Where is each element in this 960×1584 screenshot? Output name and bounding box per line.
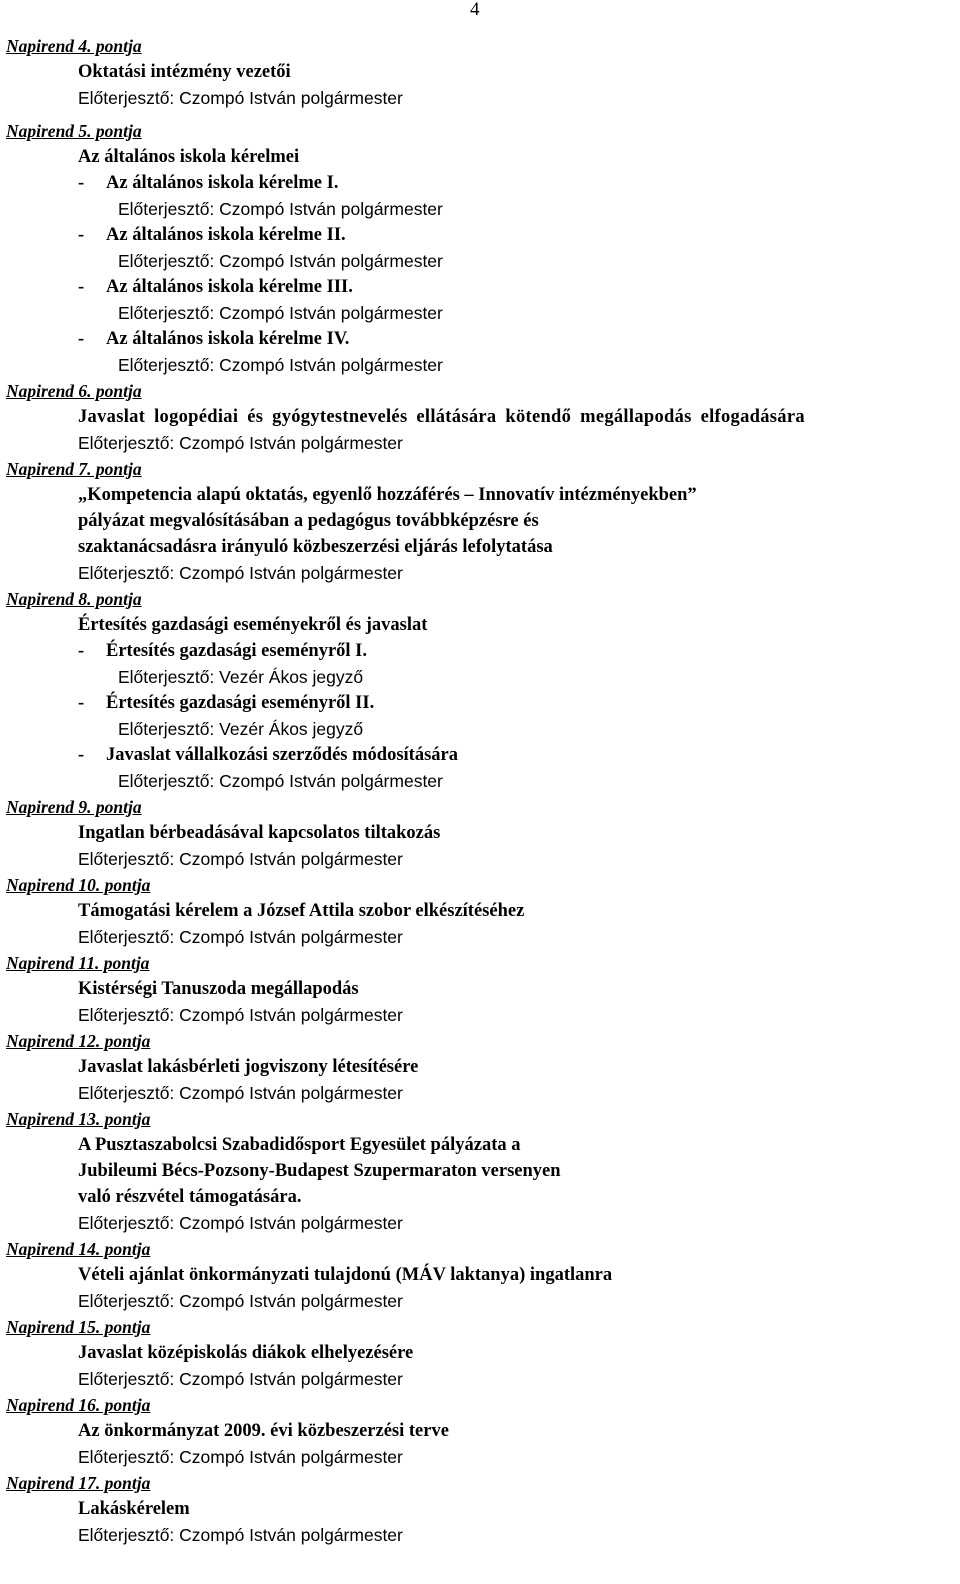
agenda-item (0, 33, 960, 111)
agenda-subitem (78, 170, 960, 222)
agenda-item (0, 1314, 960, 1392)
agenda-presenter: Előterjesztő: Czompó István polgármester (78, 1083, 403, 1103)
agenda-heading: Napirend 16. pontja (6, 1395, 151, 1415)
agenda-presenter: Előterjesztő: Czompó István polgármester (78, 927, 403, 947)
agenda-title: Vételi ajánlat önkormányzati tulajdonú (MÁV laktanya) ingatlanra (78, 1265, 613, 1285)
subitem-title: Az általános iskola kérelme I. (106, 173, 339, 193)
agenda-presenter: Előterjesztő: Czompó István polgármester (78, 1369, 403, 1389)
subitem-presenter: Előterjesztő: Vezér Ákos jegyző (118, 719, 364, 739)
agenda-subitem (78, 742, 960, 794)
agenda-presenter: Előterjesztő: Czompó István polgármester (78, 88, 403, 108)
agenda-title: Támogatási kérelem a József Attila szobor elkészítéséhez (78, 901, 525, 921)
agenda-heading: Napirend 12. pontja (6, 1031, 151, 1051)
agenda-heading: Napirend 11. pontja (6, 953, 150, 973)
page-number: 4 (470, 0, 480, 20)
subitem-presenter: Előterjesztő: Czompó István polgármester (118, 355, 443, 375)
subitem-presenter: Előterjesztő: Czompó István polgármester (118, 303, 443, 323)
subitem-presenter: Előterjesztő: Czompó István polgármester (118, 771, 443, 791)
agenda-heading: Napirend 15. pontja (6, 1317, 151, 1337)
subitem-title: Az általános iskola kérelme III. (106, 277, 353, 297)
subitem-title: Javaslat vállalkozási szerződés módosítására (106, 745, 458, 765)
subitem-presenter: Előterjesztő: Czompó István polgármester (118, 251, 443, 271)
list-dash: - (78, 745, 85, 765)
agenda-heading: Napirend 5. pontja (6, 121, 142, 141)
agenda-presenter: Előterjesztő: Czompó István polgármester (78, 1291, 403, 1311)
subitem-presenter: Előterjesztő: Vezér Ákos jegyző (118, 667, 364, 687)
agenda-subitem (78, 274, 960, 326)
agenda-presenter: Előterjesztő: Czompó István polgármester (78, 1213, 403, 1233)
agenda-presenter: Előterjesztő: Czompó István polgármester (78, 1447, 403, 1467)
list-dash: - (78, 225, 85, 245)
agenda-heading: Napirend 17. pontja (6, 1473, 151, 1493)
list-dash: - (78, 329, 85, 349)
agenda-heading: Napirend 14. pontja (6, 1239, 151, 1259)
agenda-heading: Napirend 9. pontja (6, 797, 142, 817)
agenda-title-line: A Pusztaszabolcsi Szabadidősport Egyesület pályázata a (78, 1135, 521, 1155)
agenda-item (0, 586, 960, 794)
agenda-title: Javaslat logopédiai és gyógytestnevelés ellátására kötendő megállapodás elfogadására (78, 407, 805, 427)
agenda-title: Javaslat középiskolás diákok elhelyezésére (78, 1343, 414, 1363)
agenda-title-line: Jubileumi Bécs-Pozsony-Budapest Szupermaraton versenyen (78, 1161, 561, 1181)
agenda-subitem (78, 690, 960, 742)
agenda-item (0, 1028, 960, 1106)
subitem-presenter: Előterjesztő: Czompó István polgármester (118, 199, 443, 219)
agenda-title-line: pályázat megvalósításában a pedagógus továbbképzésre és (78, 511, 539, 531)
agenda-title: Az általános iskola kérelmei (78, 147, 300, 167)
agenda-title: Az önkormányzat 2009. évi közbeszerzési terve (78, 1421, 449, 1441)
agenda-item (0, 1236, 960, 1314)
subitem-title: Értesítés gazdasági eseményről II. (106, 693, 375, 713)
agenda-heading: Napirend 10. pontja (6, 875, 151, 895)
agenda-subitem (78, 222, 960, 274)
subitem-title: Az általános iskola kérelme IV. (106, 329, 350, 349)
agenda-presenter: Előterjesztő: Czompó István polgármester (78, 563, 403, 583)
agenda-presenter: Előterjesztő: Czompó István polgármester (78, 1005, 403, 1025)
agenda-title: Lakáskérelem (78, 1499, 190, 1519)
agenda-heading: Napirend 13. pontja (6, 1109, 151, 1129)
agenda-item (0, 456, 960, 586)
agenda-item (0, 1470, 960, 1548)
agenda-presenter: Előterjesztő: Czompó István polgármester (78, 433, 403, 453)
agenda-item (0, 1106, 960, 1236)
agenda-title: Kistérségi Tanuszoda megállapodás (78, 979, 359, 999)
list-dash: - (78, 693, 85, 713)
agenda-heading: Napirend 7. pontja (6, 459, 142, 479)
agenda-title: Javaslat lakásbérleti jogviszony létesítésére (78, 1057, 419, 1077)
agenda-subitem (78, 326, 960, 378)
agenda-title: Oktatási intézmény vezetői (78, 62, 291, 82)
list-dash: - (78, 641, 85, 661)
agenda-presenter: Előterjesztő: Czompó István polgármester (78, 1525, 403, 1545)
agenda-item (0, 378, 960, 456)
list-dash: - (78, 173, 85, 193)
agenda-item (0, 872, 960, 950)
subitem-title: Értesítés gazdasági eseményről I. (106, 641, 368, 661)
agenda-subitem (78, 638, 960, 690)
list-dash: - (78, 277, 85, 297)
agenda-title: Értesítés gazdasági eseményekről és javaslat (78, 615, 428, 635)
agenda-heading: Napirend 4. pontja (6, 36, 142, 56)
agenda-title-line: való részvétel támogatására. (78, 1187, 302, 1207)
agenda-title-line: „Kompetencia alapú oktatás, egyenlő hozzáférés – Innovatív intézményekben” (78, 485, 697, 505)
agenda-item (0, 794, 960, 872)
agenda-item (0, 950, 960, 1028)
agenda-heading: Napirend 8. pontja (6, 589, 142, 609)
agenda-title-line: szaktanácsadásra irányuló közbeszerzési eljárás lefolytatása (78, 537, 553, 557)
agenda-heading: Napirend 6. pontja (6, 381, 142, 401)
agenda-title: Ingatlan bérbeadásával kapcsolatos tiltakozás (78, 823, 441, 843)
subitem-title: Az általános iskola kérelme II. (106, 225, 346, 245)
agenda-item (0, 1392, 960, 1470)
agenda-presenter: Előterjesztő: Czompó István polgármester (78, 849, 403, 869)
agenda-item (0, 118, 960, 378)
